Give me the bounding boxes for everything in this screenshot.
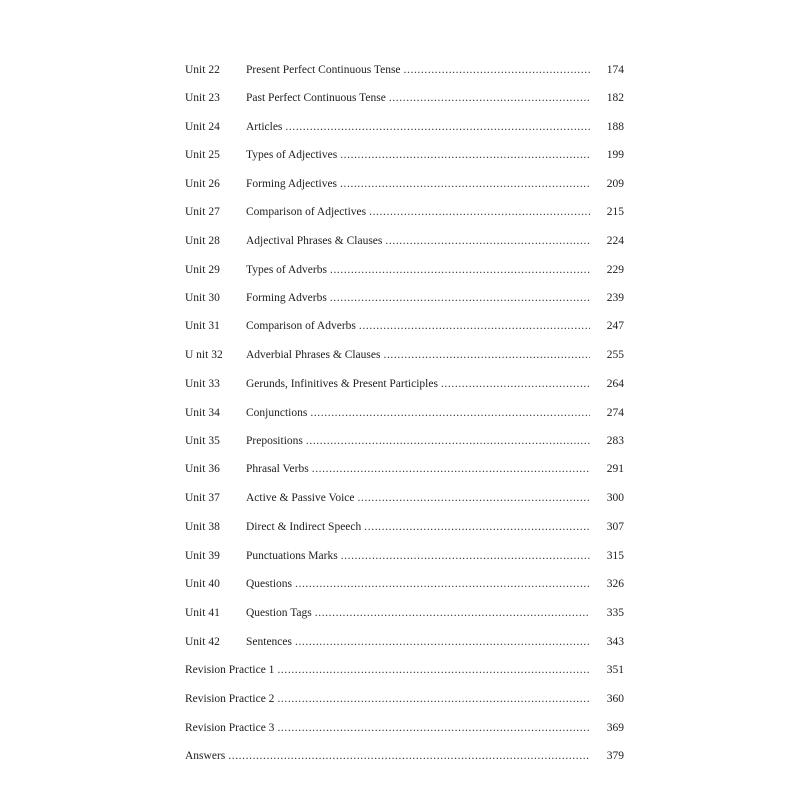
toc-entry <box>185 660 624 680</box>
toc-dot-leader <box>364 517 590 537</box>
toc-page-number: 343 <box>606 636 624 648</box>
toc-unit-number: Unit 22 <box>185 64 220 76</box>
toc-unit-number: Unit 33 <box>185 378 220 390</box>
toc-entry <box>185 689 624 709</box>
toc-page-number: 326 <box>606 578 624 590</box>
toc-entry <box>185 746 624 766</box>
toc-page-number: 379 <box>606 750 624 762</box>
toc-page-number: 315 <box>606 550 624 562</box>
toc-entry <box>185 574 624 594</box>
toc-title: Forming Adjectives <box>246 178 338 190</box>
toc-dot-leader <box>369 202 590 222</box>
toc-unit-number: Unit 37 <box>185 492 220 504</box>
toc-entry <box>185 202 624 222</box>
toc-page-number: 188 <box>606 121 624 133</box>
toc-unit-number: Unit 29 <box>185 264 220 276</box>
toc-entry <box>185 431 624 451</box>
toc-title: Active & Passive Voice <box>246 492 355 504</box>
toc-entry <box>185 260 624 280</box>
toc-title: Types of Adjectives <box>246 149 338 161</box>
toc-dot-leader <box>285 117 590 137</box>
toc-title: Gerunds, Infinitives & Present Participles <box>246 378 438 390</box>
toc-page-number: 174 <box>606 64 624 76</box>
toc-page-number: 274 <box>606 407 624 419</box>
toc-unit-number: U nit 32 <box>185 349 223 361</box>
toc-dot-leader <box>340 145 590 165</box>
toc-page-number: 360 <box>606 693 624 705</box>
toc-title: Prepositions <box>246 435 303 447</box>
toc-entry <box>185 345 624 365</box>
toc-entry <box>185 88 624 108</box>
toc-dot-leader <box>330 260 590 280</box>
toc-dot-leader <box>315 603 590 623</box>
toc-title: Adverbial Phrases & Clauses <box>246 349 381 361</box>
toc-title: Question Tags <box>246 607 312 619</box>
toc-dot-leader <box>383 345 590 365</box>
toc-page-number: 224 <box>606 235 624 247</box>
toc-title: Questions <box>246 578 292 590</box>
toc-unit-number: Unit 24 <box>185 121 220 133</box>
toc-dot-leader <box>277 660 590 680</box>
toc-title: Conjunctions <box>246 407 308 419</box>
toc-dot-leader <box>385 231 590 251</box>
toc-entry <box>185 316 624 336</box>
toc-page-number: 264 <box>606 378 624 390</box>
toc-entry <box>185 718 624 738</box>
toc-dot-leader <box>295 574 590 594</box>
toc-page-number: 247 <box>606 320 624 332</box>
toc-entry <box>185 488 624 508</box>
toc-unit-number: Unit 40 <box>185 578 220 590</box>
toc-entry <box>185 632 624 652</box>
toc-title: Answers <box>185 750 226 762</box>
toc-page-number: 291 <box>606 463 624 475</box>
toc-dot-leader <box>312 459 590 479</box>
toc-unit-number: Unit 25 <box>185 149 220 161</box>
toc-entry <box>185 174 624 194</box>
toc-unit-number: Unit 38 <box>185 521 220 533</box>
toc-title: Types of Adverbs <box>246 264 327 276</box>
toc-page-number: 351 <box>606 664 624 676</box>
toc-entry <box>185 374 624 394</box>
toc-dot-leader <box>295 632 590 652</box>
toc-unit-number: Unit 30 <box>185 292 220 304</box>
toc-unit-number: Unit 39 <box>185 550 220 562</box>
toc-entry <box>185 403 624 423</box>
toc-dot-leader <box>341 546 590 566</box>
toc-dot-leader <box>310 403 590 423</box>
toc-title: Past Perfect Continuous Tense <box>246 92 386 104</box>
toc-title: Phrasal Verbs <box>246 463 309 475</box>
toc-page-number: 182 <box>606 92 624 104</box>
toc-entry <box>185 603 624 623</box>
toc-unit-number: Unit 27 <box>185 206 220 218</box>
toc-page-number: 335 <box>606 607 624 619</box>
toc-title: Revision Practice 2 <box>185 693 275 705</box>
toc-title: Adjectival Phrases & Clauses <box>246 235 383 247</box>
toc-page-number: 215 <box>606 206 624 218</box>
toc-title: Sentences <box>246 636 292 648</box>
toc-page-number: 199 <box>606 149 624 161</box>
toc-title: Forming Adverbs <box>246 292 327 304</box>
toc-title: Articles <box>246 121 283 133</box>
toc-entry <box>185 117 624 137</box>
toc-entry <box>185 288 624 308</box>
toc-entry <box>185 231 624 251</box>
toc-title: Direct & Indirect Speech <box>246 521 362 533</box>
toc-dot-leader <box>330 288 590 308</box>
toc-dot-leader <box>358 488 591 508</box>
toc-dot-leader <box>359 316 590 336</box>
toc-page-number: 307 <box>606 521 624 533</box>
toc-title: Comparison of Adjectives <box>246 206 367 218</box>
toc-dot-leader <box>277 689 590 709</box>
toc-page-number: 209 <box>606 178 624 190</box>
toc-dot-leader <box>340 174 590 194</box>
toc-dot-leader <box>277 718 590 738</box>
toc-page-number: 300 <box>606 492 624 504</box>
toc-dot-leader <box>441 374 590 394</box>
toc-entry <box>185 145 624 165</box>
toc-unit-number: Unit 28 <box>185 235 220 247</box>
toc-page-number: 369 <box>606 722 624 734</box>
toc-page-number: 229 <box>606 264 624 276</box>
toc-page-number: 239 <box>606 292 624 304</box>
toc-title: Punctuations Marks <box>246 550 338 562</box>
toc-unit-number: Unit 36 <box>185 463 220 475</box>
toc-entry <box>185 60 624 80</box>
toc-dot-leader <box>389 88 590 108</box>
toc-page-number: 283 <box>606 435 624 447</box>
toc-unit-number: Unit 23 <box>185 92 220 104</box>
toc-title: Revision Practice 3 <box>185 722 275 734</box>
toc-title: Present Perfect Continuous Tense <box>246 64 401 76</box>
toc-unit-number: Unit 41 <box>185 607 220 619</box>
toc-entry <box>185 459 624 479</box>
toc-page-number: 255 <box>606 349 624 361</box>
toc-unit-number: Unit 35 <box>185 435 220 447</box>
toc-entry <box>185 546 624 566</box>
toc-title: Comparison of Adverbs <box>246 320 356 332</box>
toc-title: Revision Practice 1 <box>185 664 275 676</box>
toc-unit-number: Unit 42 <box>185 636 220 648</box>
toc-unit-number: Unit 34 <box>185 407 220 419</box>
toc-dot-leader <box>228 746 590 766</box>
toc-entry <box>185 517 624 537</box>
toc-unit-number: Unit 31 <box>185 320 220 332</box>
toc-dot-leader <box>306 431 590 451</box>
toc-unit-number: Unit 26 <box>185 178 220 190</box>
toc-dot-leader <box>404 60 590 80</box>
